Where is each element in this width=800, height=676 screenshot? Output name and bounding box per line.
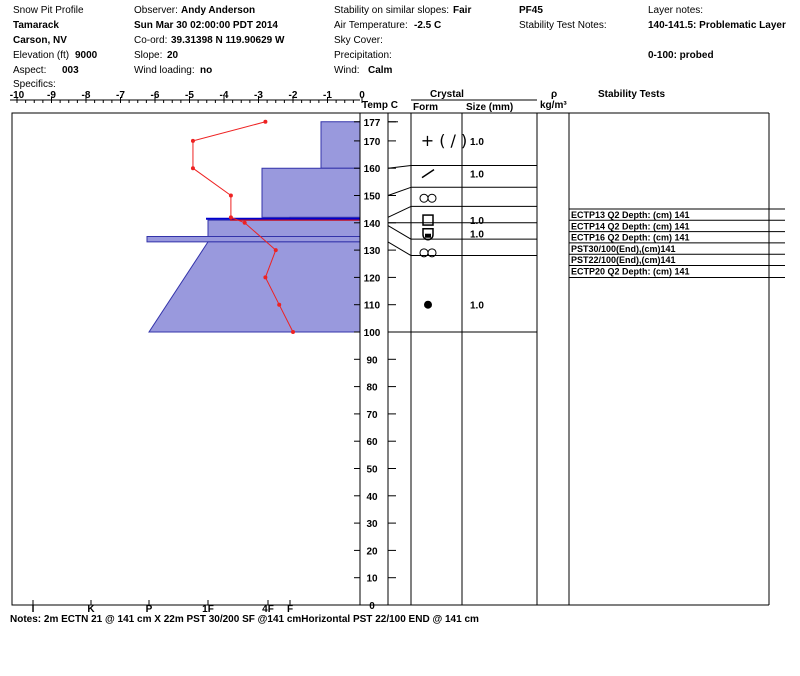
hardness-tick-label: 1F (202, 604, 214, 615)
temperature-point (277, 303, 281, 307)
temperature-point (191, 139, 195, 143)
height-tick-label: 0 (369, 601, 375, 612)
crystal-form-icon (423, 215, 433, 225)
height-tick-label: 177 (363, 117, 381, 129)
location-name: Tamarack (13, 20, 59, 31)
hardness-layer (321, 122, 360, 168)
height-tick-label: 50 (366, 464, 378, 476)
stability-tests-header: Stability Tests (598, 89, 666, 100)
temp-tick-label: -3 (254, 90, 263, 101)
stability-notes-label: Stability Test Notes: (519, 20, 607, 31)
crystal-form-icon (423, 229, 433, 240)
layer-notes-label: Layer notes: (648, 5, 704, 16)
temperature-point (243, 221, 247, 225)
aspect-value: 003 (62, 65, 79, 76)
precip-label: Precipitation: (334, 50, 392, 61)
height-tick-label: 90 (366, 355, 378, 367)
wind-label: Wind: (334, 65, 360, 76)
cup-glyph-fill (425, 234, 431, 238)
layer-connector (388, 242, 411, 256)
crystal-size-value: 1.0 (470, 216, 484, 228)
region-name: Carson, NV (13, 35, 67, 46)
form-header: Form (413, 102, 438, 113)
temp-tick-label: -6 (150, 90, 160, 101)
height-tick-label: 80 (366, 382, 378, 394)
round-grain-glyph (428, 194, 436, 202)
temp-c-header: Temp C (362, 100, 398, 111)
layer-connector (388, 206, 411, 217)
temp-tick-label: -5 (185, 90, 194, 101)
layer-note-1: 140-141.5: Problematic Layer (648, 20, 786, 31)
aspect-label: Aspect: (13, 65, 47, 76)
size-header: Size (mm) (466, 102, 514, 113)
temp-tick-label: -7 (116, 90, 125, 101)
specifics-label: Specifics: (13, 79, 56, 90)
temp-tick-label: -10 (9, 90, 25, 101)
stability-test-entry: ECTP20 Q2 Depth: (cm) 141 (571, 266, 690, 277)
temp-tick-label: -4 (219, 90, 229, 101)
height-tick-label: 100 (363, 328, 381, 339)
page-title: Snow Pit Profile (13, 5, 84, 16)
height-tick-label: 110 (363, 300, 381, 312)
rho-units-header: kg/m³ (540, 100, 567, 111)
hardness-layer (208, 220, 360, 236)
stability-label: Stability on similar slopes: (334, 5, 450, 16)
hardness-layer (149, 242, 360, 332)
hardness-tick-label: P (145, 604, 153, 615)
wind-value: Calm (368, 65, 393, 76)
height-tick-label: 150 (363, 191, 381, 203)
stability-test-entry: ECTP13 Q2 Depth: (cm) 141 (571, 210, 690, 220)
slope-value: 20 (167, 50, 179, 61)
hardness-tick-label: F (286, 604, 294, 615)
rho-header: ρ (551, 89, 558, 100)
height-tick-label: 60 (366, 437, 378, 449)
height-tick-label: 70 (366, 409, 378, 421)
coord-value: 39.31398 N 119.90629 W (171, 35, 285, 46)
layer-note-2: 0-100: probed (648, 50, 714, 61)
air-temp-value: -2.5 C (414, 20, 442, 31)
crystal-size-value: 1.0 (470, 300, 484, 312)
temperature-point (291, 330, 295, 334)
wind-loading-value: no (200, 65, 213, 76)
temperature-point (229, 194, 233, 198)
stability-test-entry: PST22/100(End),(cm)141 (571, 255, 676, 266)
air-temp-label: Air Temperature: (334, 20, 408, 31)
crystal-header: Crystal (430, 89, 464, 100)
height-tick-label: 20 (366, 546, 378, 558)
temperature-point (229, 215, 233, 219)
elevation-label: Elevation (ft) (13, 50, 70, 61)
melt-glyph (424, 301, 432, 309)
slope-label: Slope: (134, 50, 163, 61)
sky-cover-label: Sky Cover: (334, 35, 383, 46)
hardness-tick-label: 4F (262, 604, 274, 615)
stability-value: Fair (453, 5, 472, 16)
temp-tick-label: 0 (359, 90, 365, 101)
height-tick-label: 40 (366, 491, 378, 503)
notes-line: Notes: 2m ECTN 21 @ 141 cm X 22m PST 30/200 SF @141 cmHorizontal PST 22/100 END @ 141 cm (10, 614, 479, 625)
hardness-tick-label: K (87, 604, 95, 615)
layer-connector (388, 226, 411, 240)
hardness-tick-label: I (31, 604, 35, 615)
temperature-point (191, 166, 195, 170)
coord-label: Co-ord: (134, 35, 168, 46)
pit-id: PF45 (519, 5, 543, 16)
wind-loading-label: Wind loading: (134, 65, 195, 76)
crystal-size-value: 1.0 (470, 136, 484, 148)
height-tick-label: 120 (363, 273, 381, 285)
layer-connector (388, 165, 411, 168)
round-grain-glyph (420, 194, 428, 202)
stability-test-entry: ECTP14 Q2 Depth: (cm) 141 (571, 221, 690, 232)
height-tick-label: 30 (366, 519, 378, 531)
crystal-form-icon (424, 301, 432, 309)
hardness-layer (147, 236, 360, 241)
temp-tick-label: -2 (288, 90, 298, 101)
temp-tick-label: -9 (47, 90, 56, 101)
stability-test-entry: ECTP16 Q2 Depth: (cm) 141 (571, 232, 690, 243)
observer-label: Observer: (134, 5, 178, 16)
temp-tick-label: -8 (81, 90, 91, 101)
elevation-value: 9000 (75, 50, 98, 61)
square-glyph (423, 215, 433, 225)
datetime: Sun Mar 30 02:00:00 PDT 2014 (134, 20, 278, 31)
observer-value: Andy Anderson (181, 5, 256, 16)
crystal-size-value: 1.0 (470, 169, 484, 181)
mixed-form-glyph: + ( / ) (420, 130, 468, 150)
hardness-layer (262, 168, 360, 217)
height-tick-label: 140 (363, 218, 381, 230)
temp-tick-label: -1 (323, 90, 332, 101)
temperature-point (274, 248, 278, 252)
crystal-size-value: 1.0 (470, 229, 484, 241)
crystal-form-icon (421, 131, 468, 150)
height-tick-label: 10 (366, 573, 378, 585)
temperature-point (263, 275, 267, 279)
height-tick-label: 160 (363, 164, 381, 176)
slash-glyph (422, 170, 434, 178)
height-tick-label: 170 (363, 136, 381, 148)
crystal-form-icon (420, 194, 436, 202)
temperature-point (263, 120, 267, 124)
height-tick-label: 130 (363, 246, 381, 258)
layer-connector (388, 187, 411, 195)
crystal-form-icon (422, 170, 434, 178)
stability-test-entry: PST30/100(End),(cm)141 (571, 243, 676, 254)
